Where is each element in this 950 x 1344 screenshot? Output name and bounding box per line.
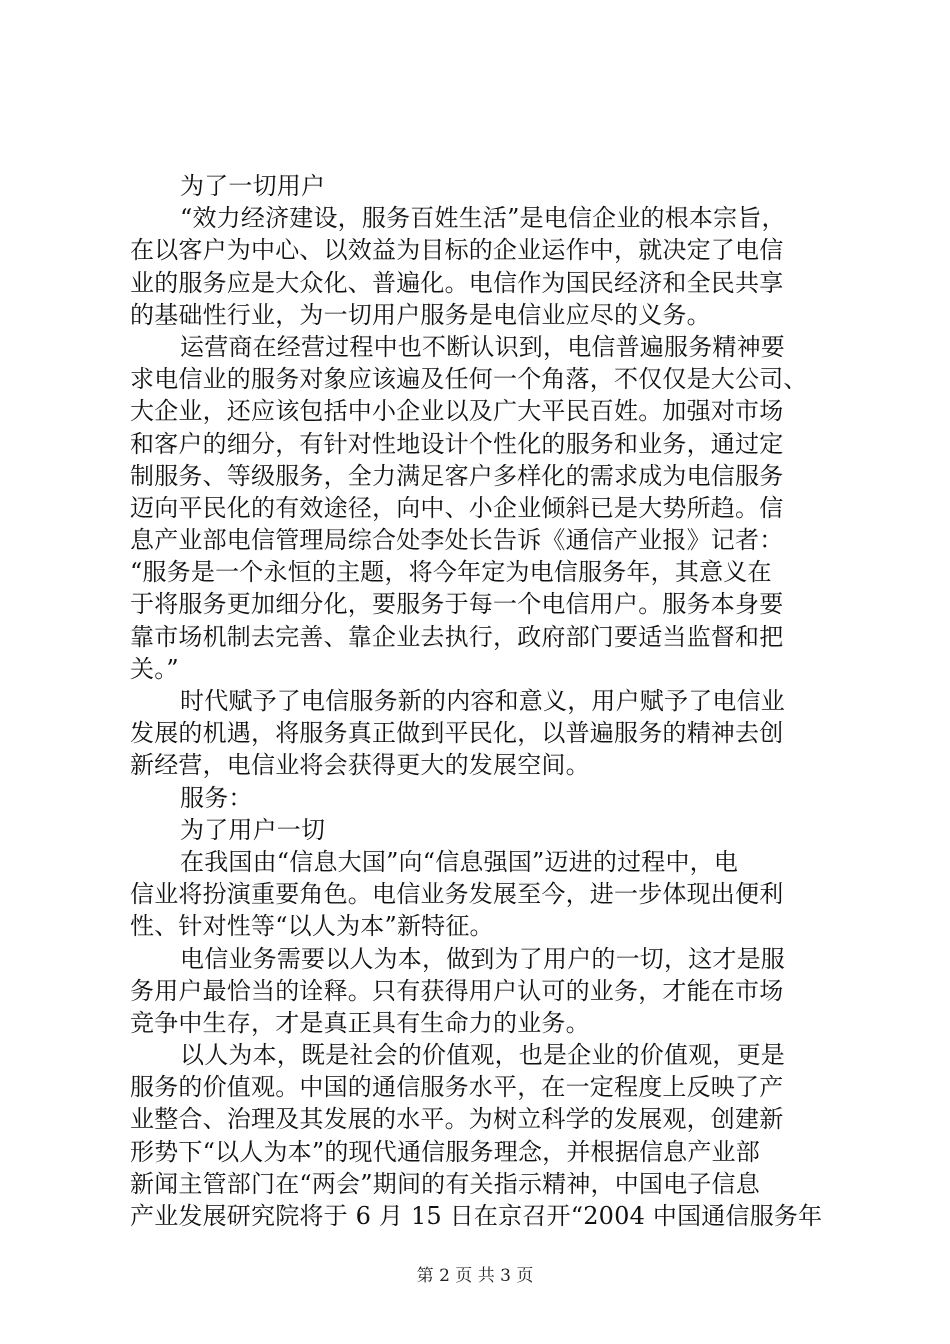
text-line: 制服务、等级服务，全力满足客户多样化的需求成为电信服务 bbox=[130, 461, 784, 490]
text-line: 新闻主管部门在“两会”期间的有关指示精神，中国电子信息 bbox=[130, 1169, 760, 1198]
text-line: 为了用户一切 bbox=[180, 815, 326, 844]
text-line: 产业发展研究院将于 6 月 15 日在京召开“2004 中国通信服务年 bbox=[130, 1202, 823, 1230]
text-line: 的基础性行业，为一切用户服务是电信业应尽的义务。 bbox=[130, 300, 711, 329]
text-line: 务用户最恰当的诠释。只有获得用户认可的业务，才能在市场 bbox=[130, 976, 784, 1005]
text-line: 在我国由“信息大国”向“信息强国”迈进的过程中，电 bbox=[180, 847, 739, 876]
text-line: 息产业部电信管理局综合处李处长告诉《通信产业报》记者： bbox=[130, 526, 784, 555]
text-line: 和客户的细分，有针对性地设计个性化的服务和业务，通过定 bbox=[130, 429, 784, 458]
text-line: 发展的机遇，将服务真正做到平民化，以普遍服务的精神去创 bbox=[130, 719, 784, 748]
text-line: 服务： bbox=[180, 783, 253, 812]
text-line: 电信业务需要以人为本，做到为了用户的一切，这才是服 bbox=[180, 944, 785, 973]
page-footer: 第 2 页 共 3 页 bbox=[416, 1266, 534, 1286]
text-line: 迈向平民化的有效途径，向中、小企业倾斜已是大势所趋。信 bbox=[130, 493, 784, 522]
text-line: 信业将扮演重要角色。电信业务发展至今，进一步体现出便利 bbox=[130, 880, 784, 909]
text-line: 于将服务更加细分化，要服务于每一个电信用户。服务本身要 bbox=[130, 590, 784, 619]
text-line: 靠市场机制去完善、靠企业去执行，政府部门要适当监督和把 bbox=[130, 622, 784, 651]
text-line: “效力经济建设，服务百姓生活”是电信企业的根本宗旨， bbox=[180, 204, 786, 233]
text-line: 服务的价值观。中国的通信服务水平，在一定程度上反映了产 bbox=[130, 1073, 784, 1102]
text-line: 形势下“以人为本”的现代通信服务理念，并根据信息产业部 bbox=[130, 1137, 760, 1166]
document-body bbox=[130, 170, 830, 1232]
text-line: 竞争中生存，才是真正具有生命力的业务。 bbox=[130, 1008, 590, 1037]
text-line: 关。” bbox=[130, 654, 179, 683]
text-line: 在以客户为中心、以效益为目标的企业运作中，就决定了电信 bbox=[130, 236, 784, 265]
text-line: 求电信业的服务对象应该遍及任何一个角落，不仅仅是大公司、 bbox=[130, 365, 808, 394]
text-line: “服务是一个永恒的主题，将今年定为电信服务年，其意义在 bbox=[130, 558, 772, 587]
text-line: 新经营，电信业将会获得更大的发展空间。 bbox=[130, 751, 590, 780]
text-line: 性、针对性等“以人为本”新特征。 bbox=[130, 912, 494, 941]
text-line: 业的服务应是大众化、普遍化。电信作为国民经济和全民共享 bbox=[130, 268, 784, 297]
text-line: 以人为本，既是社会的价值观，也是企业的价值观，更是 bbox=[180, 1041, 785, 1070]
text-line: 大企业，还应该包括中小企业以及广大平民百姓。加强对市场 bbox=[130, 397, 784, 426]
text-line: 时代赋予了电信服务新的内容和意义，用户赋予了电信业 bbox=[180, 687, 785, 715]
text-line: 为了一切用户 bbox=[180, 172, 326, 200]
text-line: 运营商在经营过程中也不断认识到，电信普遍服务精神要 bbox=[180, 332, 785, 361]
text-line: 业整合、治理及其发展的水平。为树立科学的发展观，创建新 bbox=[130, 1105, 784, 1134]
